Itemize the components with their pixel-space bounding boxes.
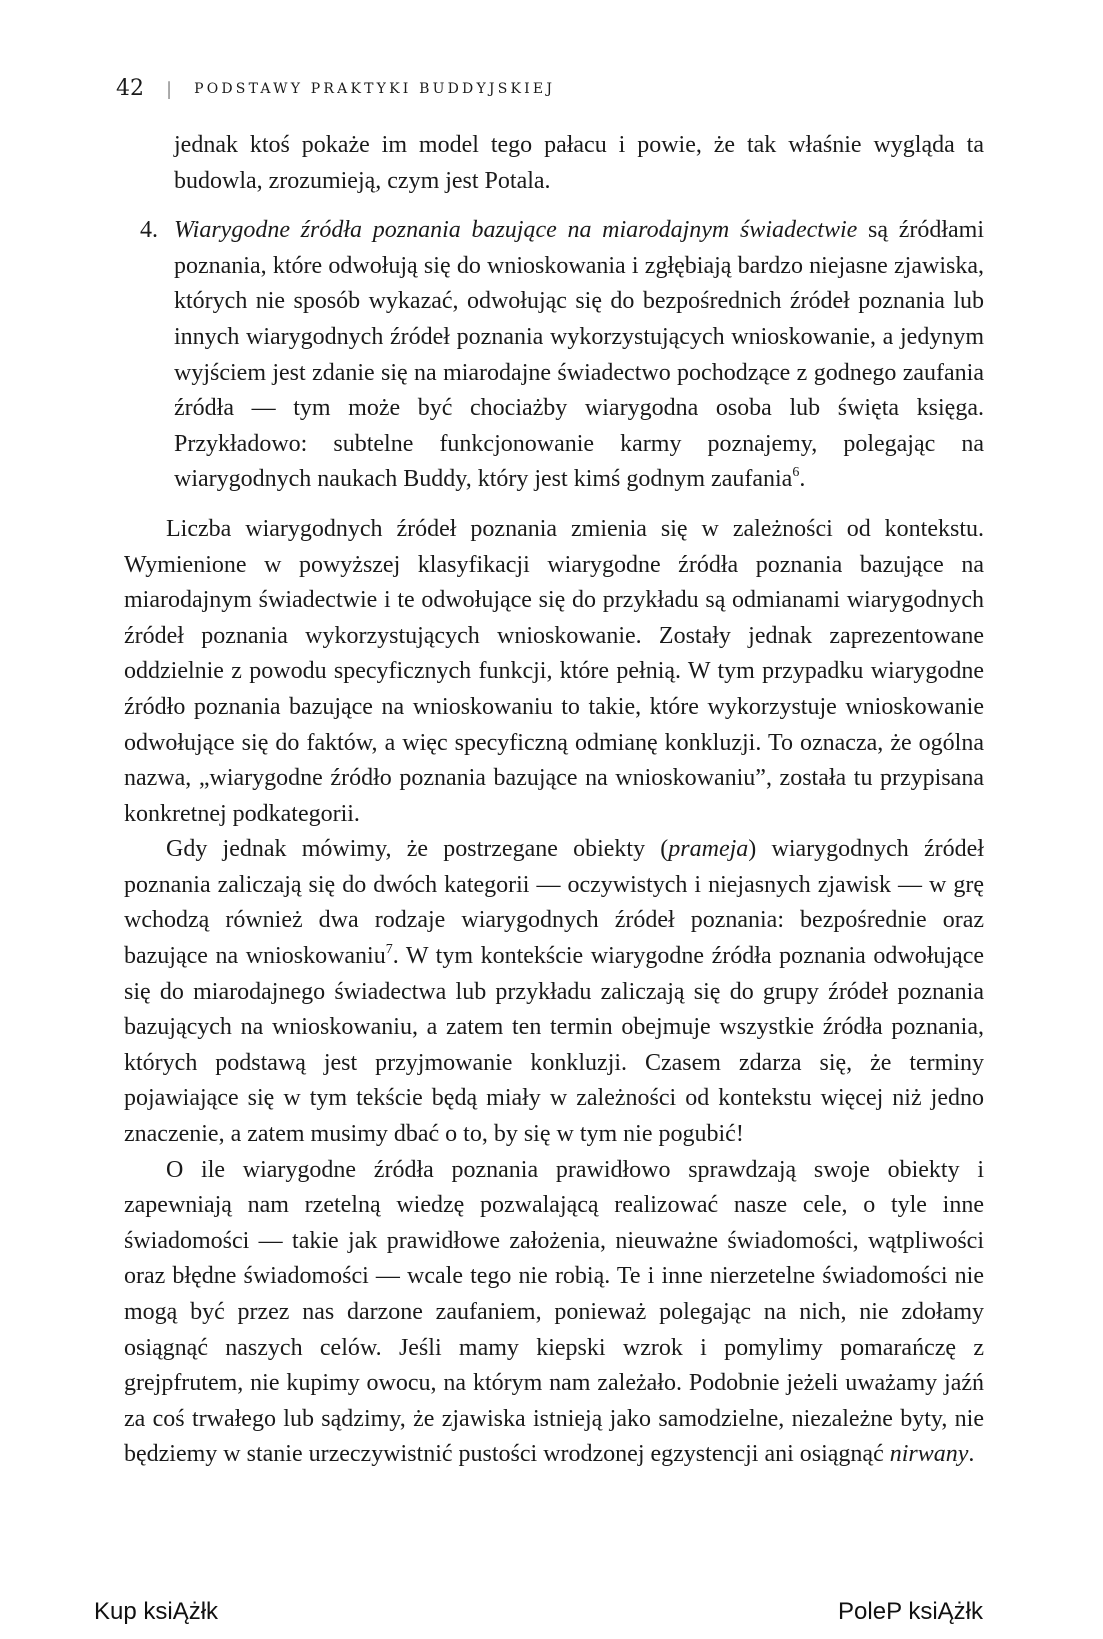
defined-term: Wiarygodne źródła poznania bazujące na miarodajnym świadectwie <box>174 217 858 244</box>
list-number: 4. <box>140 217 158 244</box>
continued-list-text: jednak ktoś pokaże im model tego pałacu i powie, że tak właśnie wygląda ta budowla, zrozumieją, czym jest Potala. <box>174 132 984 194</box>
page-body <box>124 128 984 1473</box>
buy-book-link[interactable]: Kup ksiĄżłk <box>94 1598 219 1625</box>
list-item-4: 4. Wiarygodne źródła poznania bazujące na miarodajnym świadectwie są źródłami poznania, które odwołują się do wnioskowania i zgłębiają bardzo niejasne zjawiska, których nie sposób wykazać, odwołując się do bezpośrednich źródeł poznania lub innych wiarygodnych źródeł poznania wykorzystujących wnioskowanie, a jedynym wyjściem jest zdanie się na miarodajne świadectwo pochodzące z godnego zaufania źródła — tym może być chociażby wiarygodna osoba lub święta księga. Przykładowo: subtelne funkcjonowanie karmy poznajemy, polegając na wiarygodnych naukach Buddy, który jest kimś godnym zaufania$^6$. <box>124 213 984 498</box>
header-separator: | <box>166 79 173 100</box>
italic-term: prameja <box>668 836 749 863</box>
recommend-book-link[interactable]: PoleP ksiĄżłk <box>838 1598 983 1625</box>
list-item-text: są źródłami poznania, które odwołują się do wnioskowania i zgłębiają bardzo niejasne zjawiska, których nie sposób wykazać, odwołując się do bezpośrednich źródeł poznania lub innych wiarygodnych źródeł poznania wykorzystujących wnioskowanie, a jedynym wyjściem jest zdanie się na miarodajne świadectwo pochodzące z godnego zaufania źródła — tym może być chociażby wiarygodna osoba lub święta księga. Przykładowo: subtelne funkcjonowanie karmy poznajemy, polegając na wiarygodnych naukach Buddy, który jest kimś godnym zaufania <box>174 217 984 493</box>
footnote-marker-7[interactable]: 7 <box>385 942 393 958</box>
paragraph-3: O ile wiarygodne źródła poznania prawidłowo sprawdzają swoje obiekty i zapewniają nam rzetelną wiedzę pozwalającą realizować nasze cele, o tyle inne świadomości — takie jak prawidłowe założenia, nieuważne świadomości, wątpliwości oraz błędne świadomości — wcale tego nie robią. Te i inne nierzetelne świadomości nie mogą być przez nas darzone zaufaniem, ponieważ polegając na nich, nie zdołamy osiągnąć naszych celów. Jeśli mamy kiepski wzrok i pomylimy pomarańczę z grejpfrutem, nie kupimy owocu, na którym nam zależało. Podobnie jeżeli uważamy jaźń za coś trwałego lub sądzimy, że zjawiska istnieją jako samodzielne, niezależne byty, nie będziemy w stanie urzeczywistnić pustości wrodzonej egzystencji ani osiągnąć nirwany. <box>124 1156 984 1468</box>
italic-term: nirwany <box>889 1441 969 1468</box>
paragraph-2: Gdy jednak mówimy, że postrzegane obiekty (prameja) wiarygodnych źródeł poznania zaliczają się do dwóch kategorii — oczywistych i niejasnych zjawisk — w grę wchodzą również dwa rodzaje wiarygodnych źródeł poznania: bezpośrednie oraz bazujące na wnioskowaniu$^7$. W tym kontekście wiarygodne źródła poznania odwołujące się do miarodajnego świadectwa lub przykładu zaliczają się do grupy źródeł poznania bazujących na wnioskowaniu, a zatem ten termin obejmuje wszystkie źródła poznania, których podstawą jest przyjmowanie konkluzji. Czasem zdarza się, że terminy pojawiające się w tym tekście będą miały w zależności od kontekstu więcej niż jedno znaczenie, a zatem musimy dbać o to, by się w tym nie pogubić! <box>124 836 985 1148</box>
running-title: PODSTAWY PRAKTYKI BUDDYJSKIEJ <box>194 81 556 97</box>
page-number: 42 <box>116 76 144 101</box>
paragraph-1: Liczba wiarygodnych źródeł poznania zmienia się w zależności od kontekstu. Wymienione w powyższej klasyfikacji wiarygodne źródła poznania bazujące na miarodajnym świadectwie i te odwołujące się do przykładu są odmianami wiarygodnych źródeł poznania wykorzystujących wnioskowanie. Zostały jednak zaprezentowane oddzielnie z powodu specyficznych funkcji, które pełnią. W tym przypadku wiarygodne źródło poznania bazujące na wnioskowaniu to takie, które wykorzystuje wnioskowanie odwołujące się do faktów, a więc specyficzną odmianę konkluzji. To oznacza, że ogólna nazwa, „wiarygodne źródło poznania bazujące na wnioskowaniu”, została tu przypisana konkretnej podkategorii. <box>124 515 984 827</box>
running-header <box>116 76 555 103</box>
footnote-marker-6[interactable]: 6 <box>792 465 800 481</box>
